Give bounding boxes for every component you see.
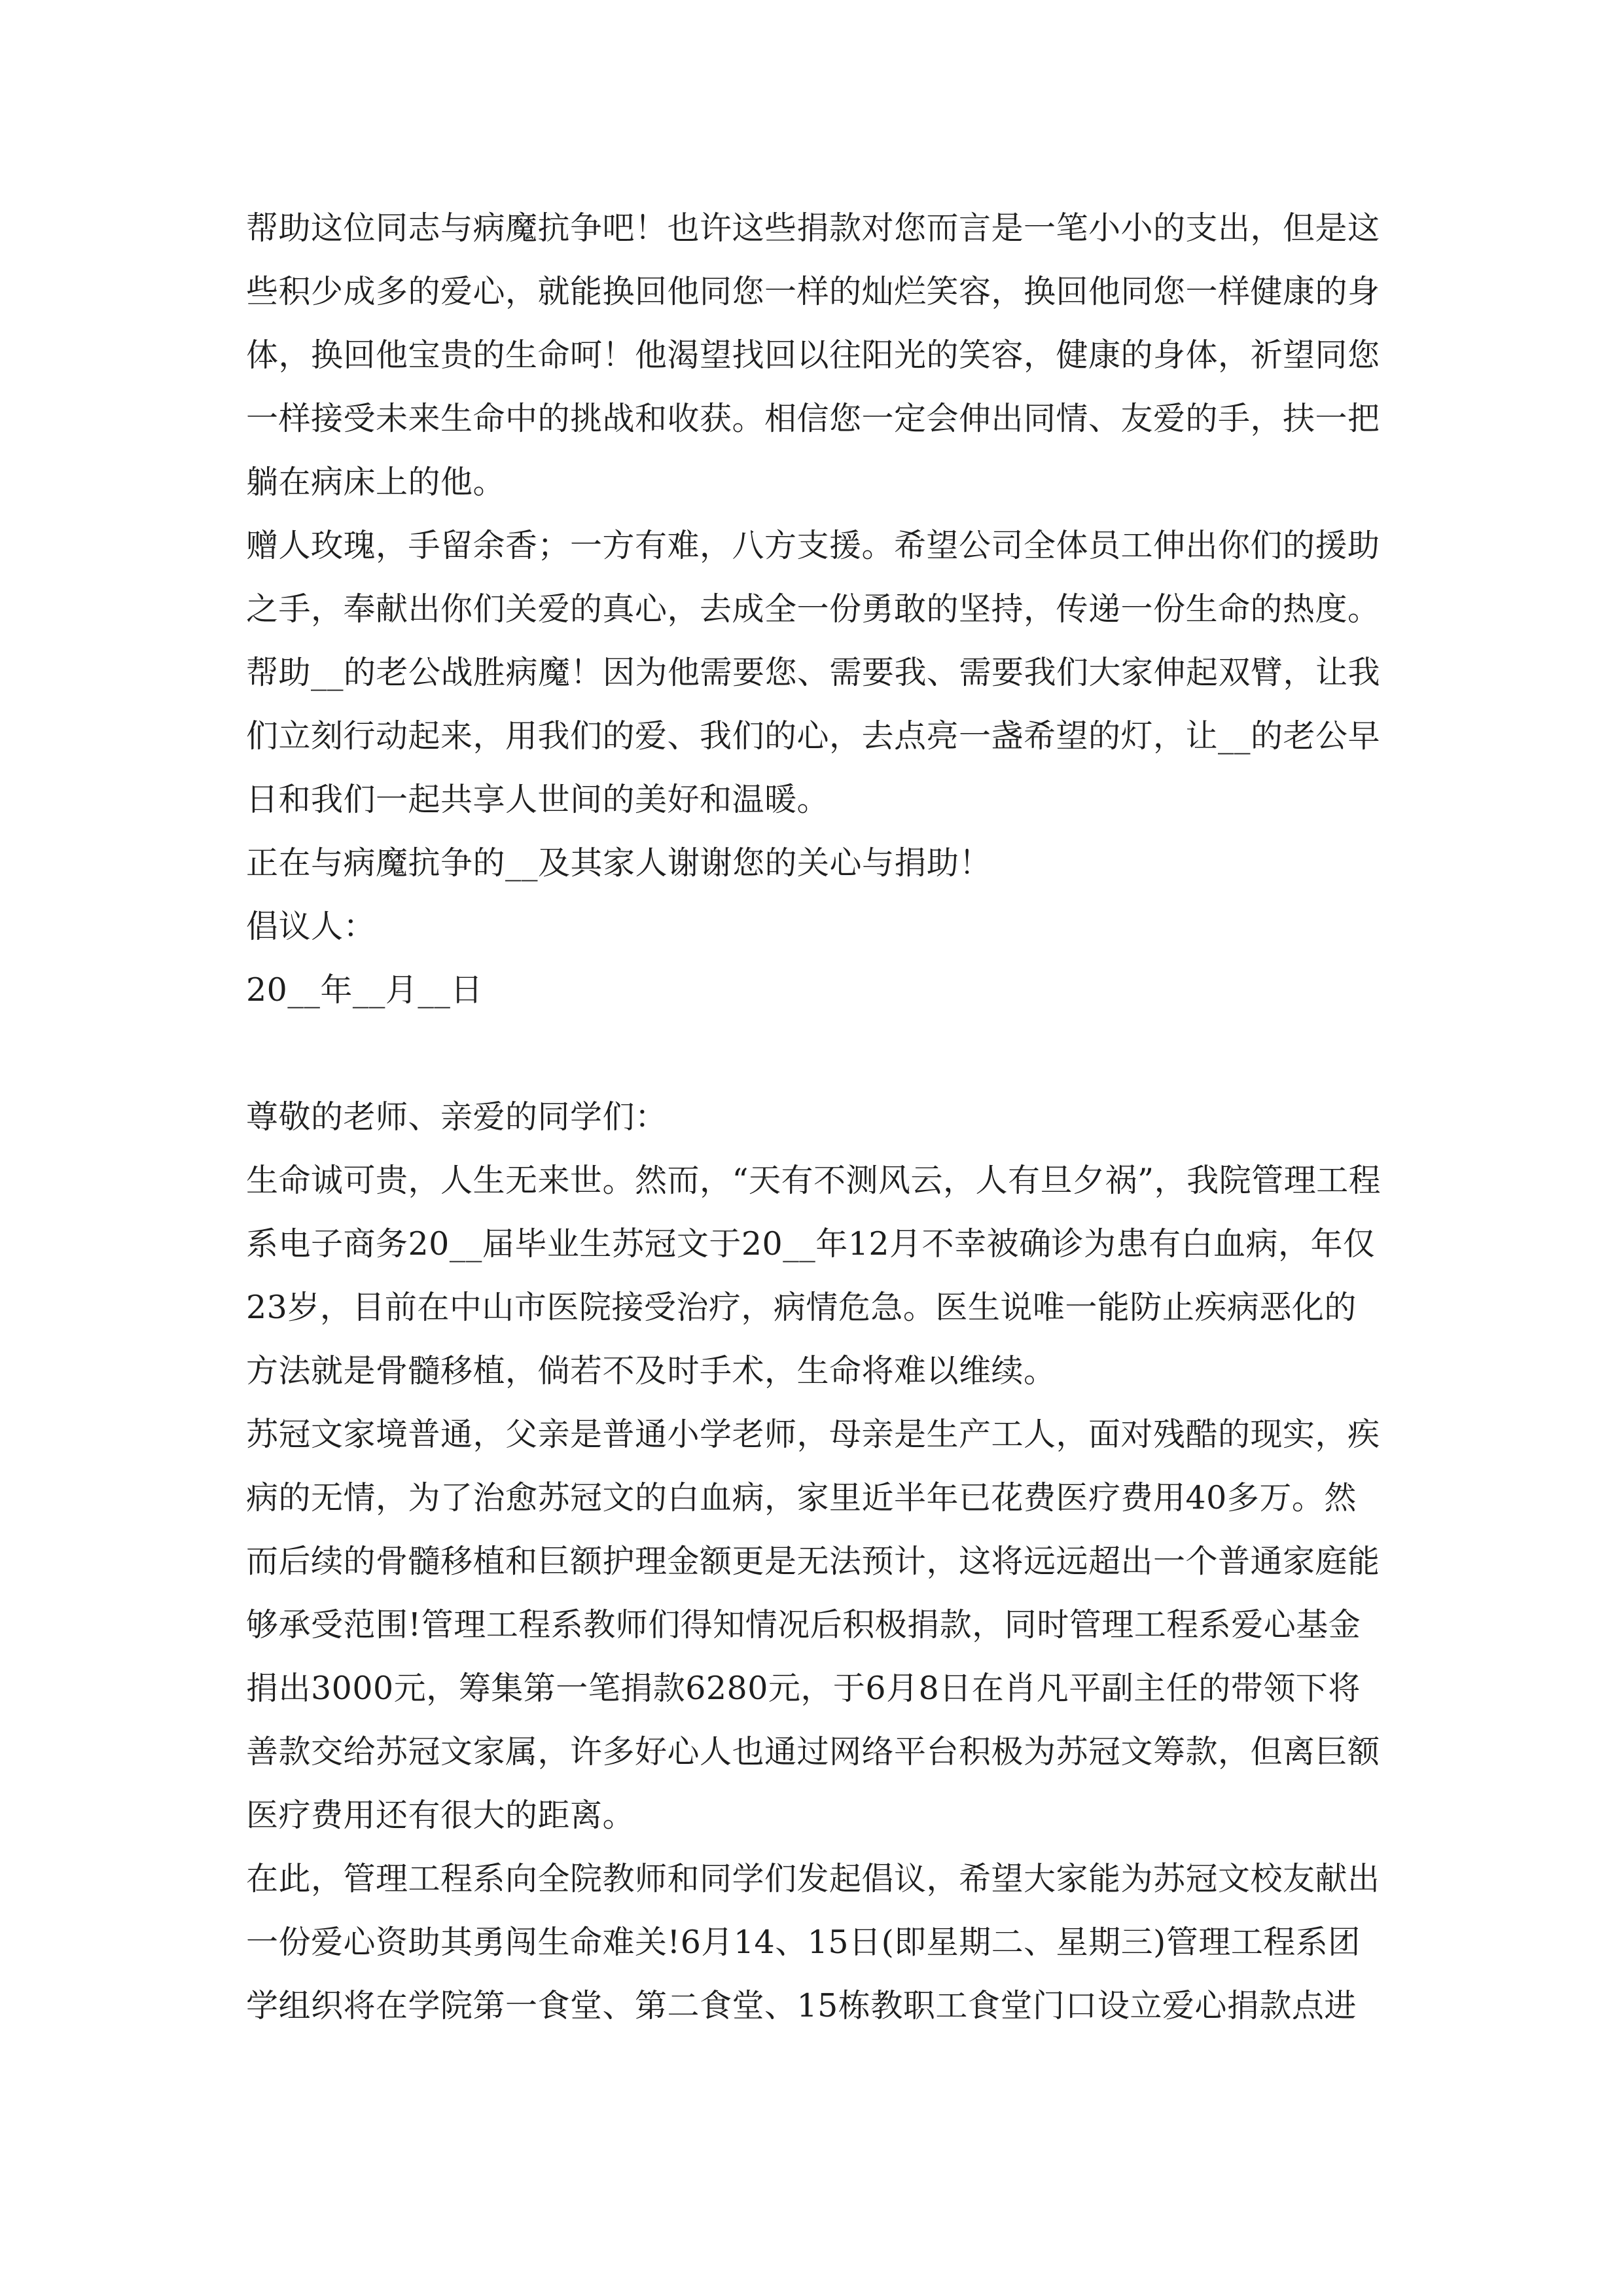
salutation: 尊敬的老师、亲爱的同学们： <box>246 1098 668 1136</box>
text-line: 之手，奉献出你们关爱的真心，去成全一份勇敢的坚持，传递一份生命的热度。 <box>246 590 1380 628</box>
text-line: 日和我们一起共享人世间的美好和温暖。 <box>246 781 830 818</box>
text-line: 方法就是骨髓移植，倘若不及时手术，生命将难以维续。 <box>246 1352 1056 1390</box>
text-line: 赠人玫瑰，手留余香；一方有难，八方支援。希望公司全体员工伸出你们的援助 <box>246 527 1380 564</box>
text-line: 正在与病魔抗争的__及其家人谢谢您的关心与捐助！ <box>246 844 992 882</box>
text-line: 躺在病床上的他。 <box>246 463 506 501</box>
text-line: 一样接受未来生命中的挑战和收获。相信您一定会伸出同情、友爱的手，扶一把 <box>246 400 1380 437</box>
text-line: 些积少成多的爱心，就能换回他同您一样的灿烂笑容，换回他同您一样健康的身 <box>246 273 1380 310</box>
text-line: 23岁，目前在中山市医院接受治疗，病情危急。医生说唯一能防止疾病恶化的 <box>246 1289 1357 1326</box>
text-line: 够承受范围!管理工程系教师们得知情况后积极捐款，同时管理工程系爱心基金 <box>246 1606 1361 1643</box>
date-line: 20__年__月__日 <box>246 971 483 1009</box>
text-line: 一份爱心资助其勇闯生命难关!6月14、15日(即星期二、星期三)管理工程系团 <box>246 1924 1361 1961</box>
text-line: 在此，管理工程系向全院教师和同学们发起倡议，希望大家能为苏冠文校友献出 <box>246 1860 1380 1897</box>
text-line: 系电子商务20__届毕业生苏冠文于20__年12月不幸被确诊为患有白血病，年仅 <box>246 1225 1376 1263</box>
text-line: 帮助__的老公战胜病魔！因为他需要您、需要我、需要我们大家伸起双臂，让我 <box>246 654 1381 691</box>
text-line: 病的无情，为了治愈苏冠文的白血病，家里近半年已花费医疗费用40多万。然 <box>246 1479 1357 1516</box>
text-line: 苏冠文家境普通，父亲是普通小学老师，母亲是生产工人，面对残酷的现实，疾 <box>246 1416 1380 1453</box>
text-line: 学组织将在学院第一食堂、第二食堂、15栋教职工食堂门口设立爱心捐款点进 <box>246 1987 1357 2024</box>
signature-label: 倡议人： <box>246 908 376 945</box>
text-line: 生命诚可贵，人生无来世。然而，“天有不测风云，人有旦夕祸”，我院管理工程 <box>246 1162 1382 1199</box>
text-line: 们立刻行动起来，用我们的爱、我们的心，去点亮一盏希望的灯，让__的老公早 <box>246 717 1381 755</box>
text-line: 医疗费用还有很大的距离。 <box>246 1797 635 1834</box>
text-line: 体，换回他宝贵的生命呵！他渴望找回以往阳光的笑容，健康的身体，祈望同您 <box>246 336 1380 374</box>
text-line: 帮助这位同志与病魔抗争吧！也许这些捐款对您而言是一笔小小的支出，但是这 <box>246 209 1380 247</box>
text-line: 善款交给苏冠文家属，许多好心人也通过网络平台积极为苏冠文筹款，但离巨额 <box>246 1733 1380 1770</box>
text-line: 捐出3000元，筹集第一笔捐款6280元，于6月8日在肖凡平副主任的带领下将 <box>246 1670 1361 1707</box>
text-line: 而后续的骨髓移植和巨额护理金额更是无法预计，这将远远超出一个普通家庭能 <box>246 1543 1380 1580</box>
